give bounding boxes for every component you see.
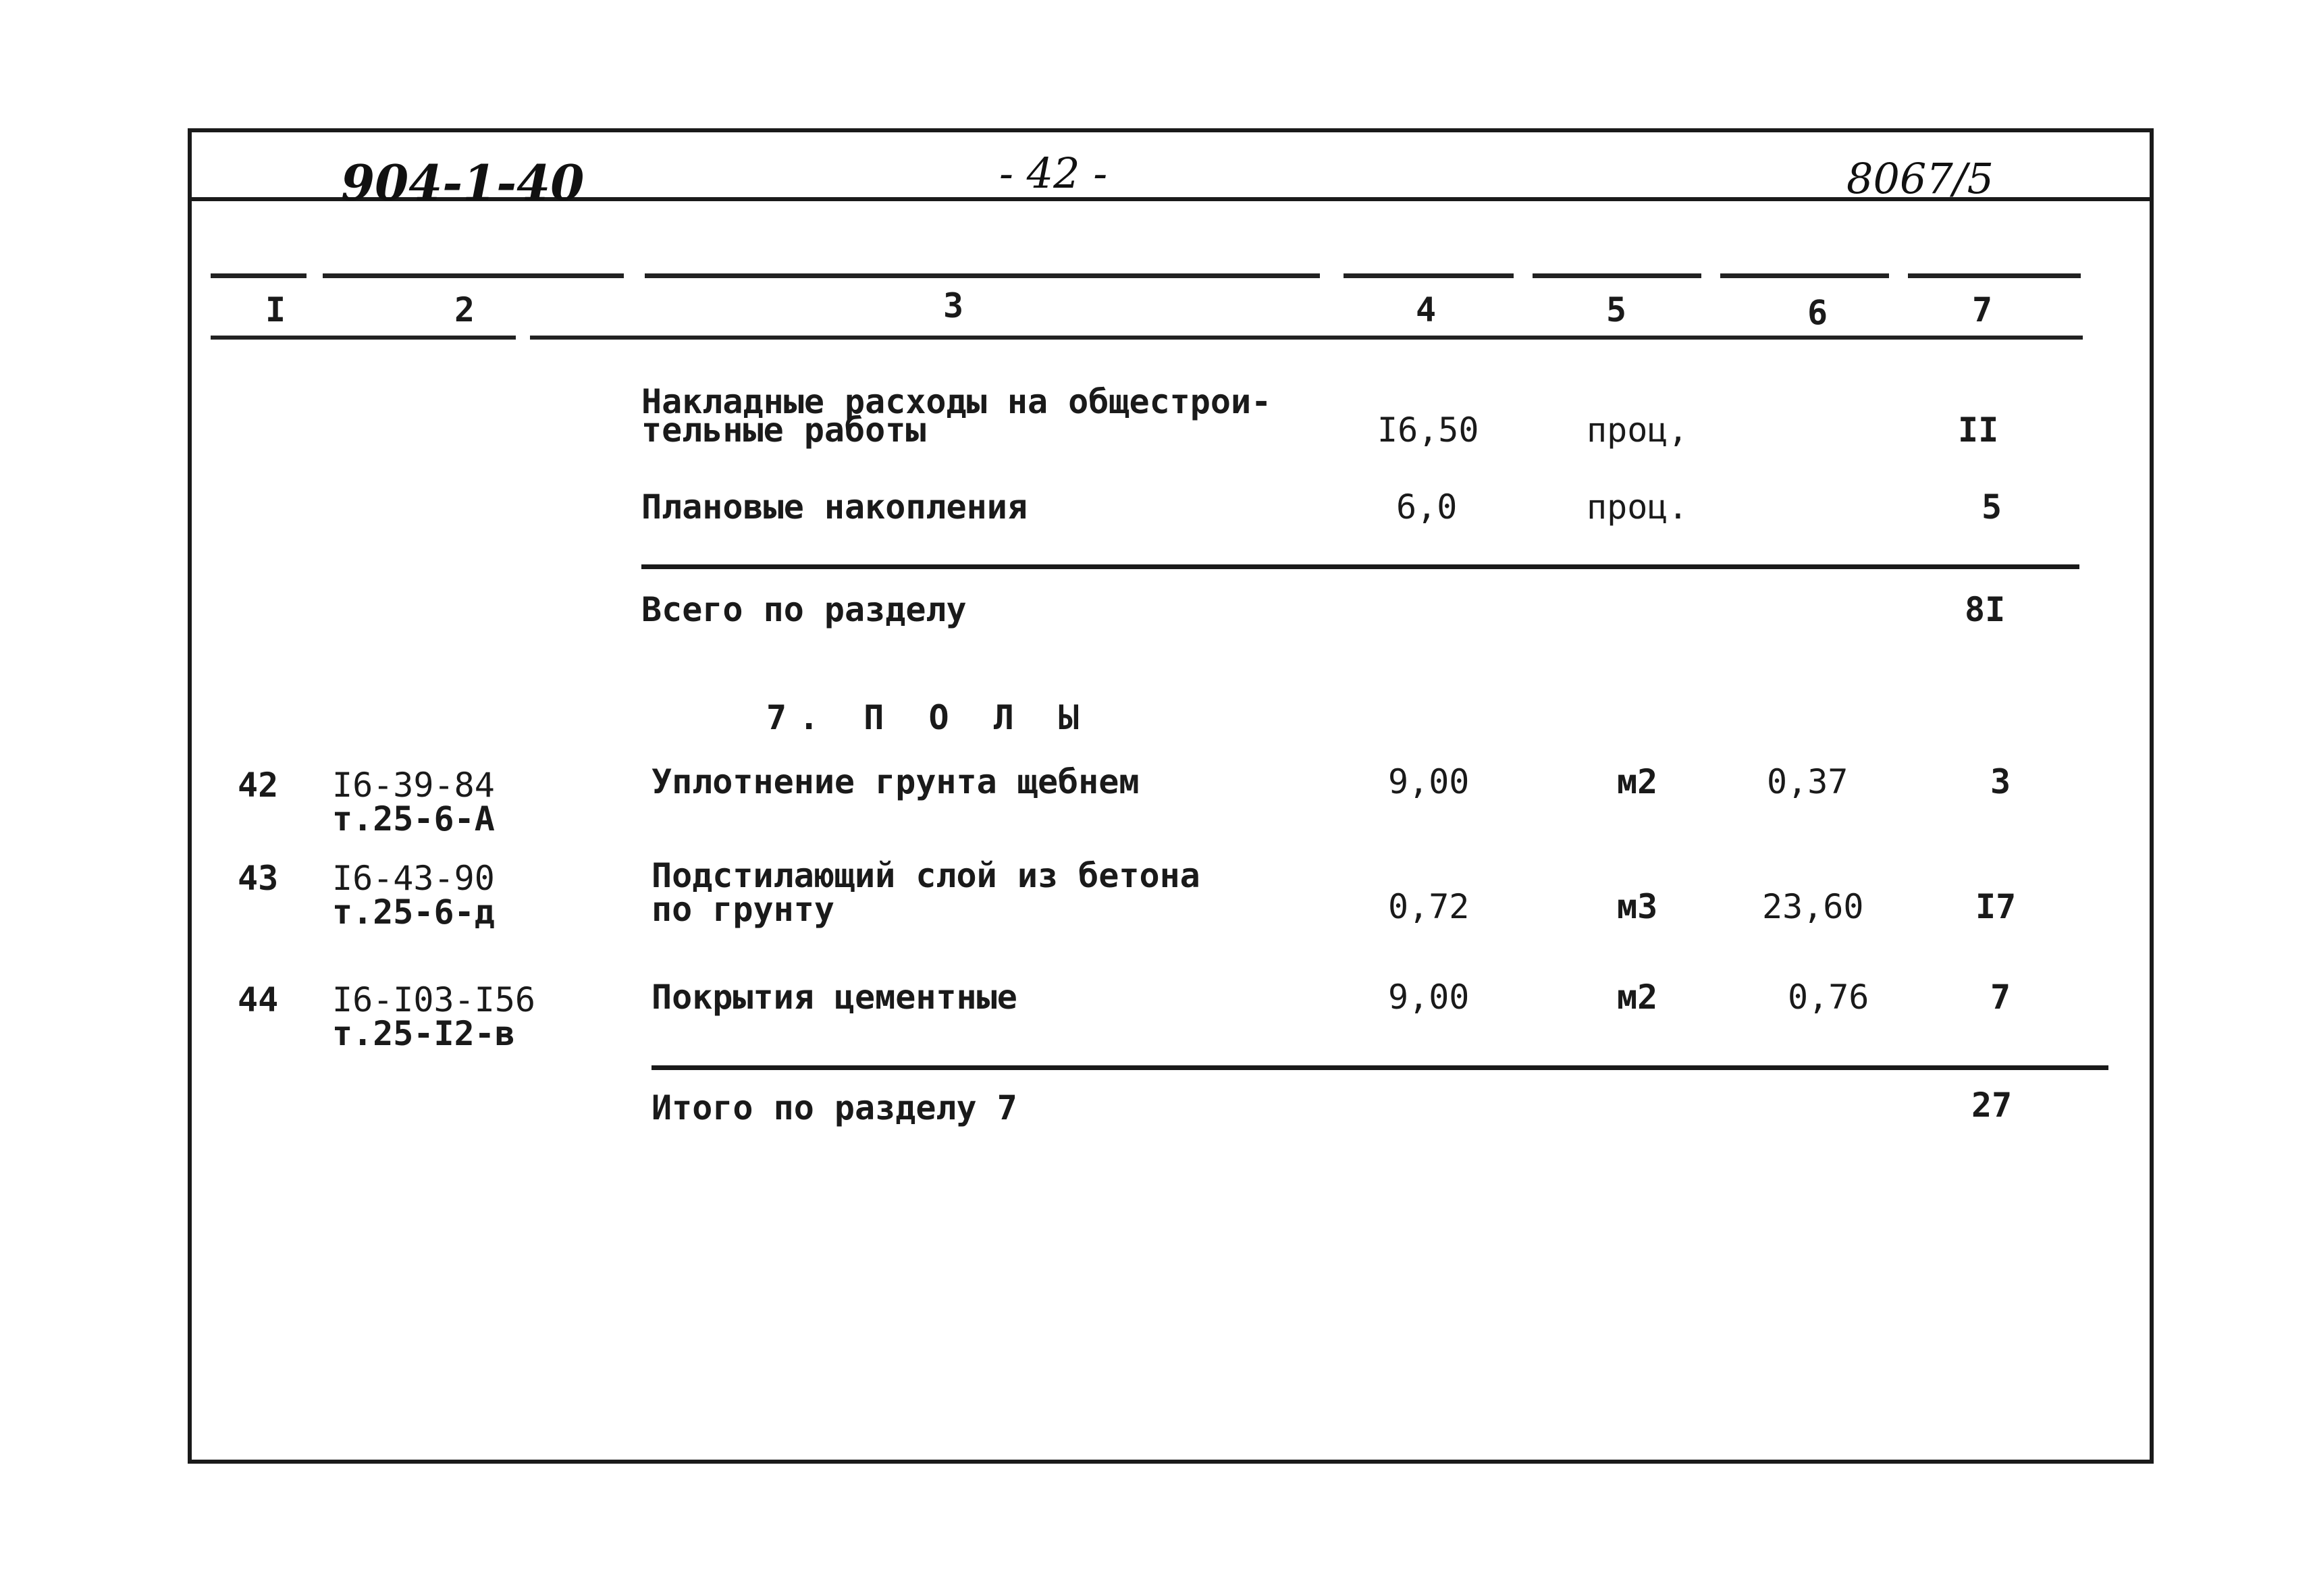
column-number: 6 [1807,293,1828,332]
row-number: 44 [238,980,279,1019]
summary-total: 8I [1965,590,2006,629]
row-quantity: 6,0 [1396,487,1458,527]
document-code: 904-1-40 [341,154,585,211]
sheet-code: 8067/5 [1846,154,1994,203]
row-description: тельные работы [641,410,926,450]
section-title: 7. П О Л Ы [766,698,1092,737]
section-separator [652,1065,2108,1070]
column-header-rule [1720,273,1889,278]
row-code: I6-43-90 [332,859,495,898]
column-number: 7 [1971,290,1993,329]
column-number: 4 [1415,290,1437,329]
row-total: II [1958,410,1999,450]
row-quantity: 9,00 [1388,762,1470,801]
column-number: 5 [1605,290,1627,329]
row-number: 42 [238,766,279,805]
section-separator [641,564,2079,569]
row-quantity: 0,72 [1388,887,1470,926]
row-description: Покрытия цементные [652,978,1017,1017]
column-header-rule [1908,273,2081,278]
row-code: т.25-6-А [332,799,495,839]
row-price: 0,76 [1788,978,1869,1017]
summary-label: Итого по разделу 7 [652,1088,1017,1127]
column-header-rule [1533,273,1701,278]
row-code: т.25-I2-в [332,1014,515,1053]
row-total: 3 [1990,762,2011,801]
summary-total: 27 [1971,1086,2013,1125]
row-code: I6-39-84 [332,766,495,805]
row-total: 5 [1982,487,2002,527]
row-number: 43 [238,859,279,898]
row-unit: проц. [1587,487,1689,527]
row-code: т.25-6-д [332,893,495,932]
row-price: 23,60 [1762,887,1864,926]
column-header-rule [323,273,624,278]
column-header-rule [645,273,1320,278]
row-description: Подстилающий слой из бетона [652,856,1200,895]
row-quantity: I6,50 [1377,410,1479,450]
row-unit: м3 [1617,887,1658,926]
column-header-bottom-rule [530,336,2083,340]
row-total: I7 [1975,887,2017,926]
column-number: 2 [454,290,475,329]
column-header-rule [211,273,307,278]
row-unit: м2 [1617,978,1658,1017]
column-header-bottom-rule [211,336,516,340]
column-header-rule [1344,273,1514,278]
row-unit: проц, [1587,410,1689,450]
page-number: - 42 - [999,149,1108,198]
row-quantity: 9,00 [1388,978,1470,1017]
row-description: Уплотнение грунта щебнем [652,762,1140,801]
column-number: 3 [942,286,964,325]
row-description: по грунту [652,890,834,929]
row-price: 0,37 [1767,762,1849,801]
row-description: Накладные расходы на общестрои- [641,382,1272,421]
summary-label: Всего по разделу [641,590,967,629]
row-total: 7 [1990,978,2011,1017]
column-number: I [265,290,286,329]
row-unit: м2 [1617,762,1658,801]
row-description: Плановые накопления [641,487,1028,527]
row-code: I6-I03-I56 [332,980,536,1019]
